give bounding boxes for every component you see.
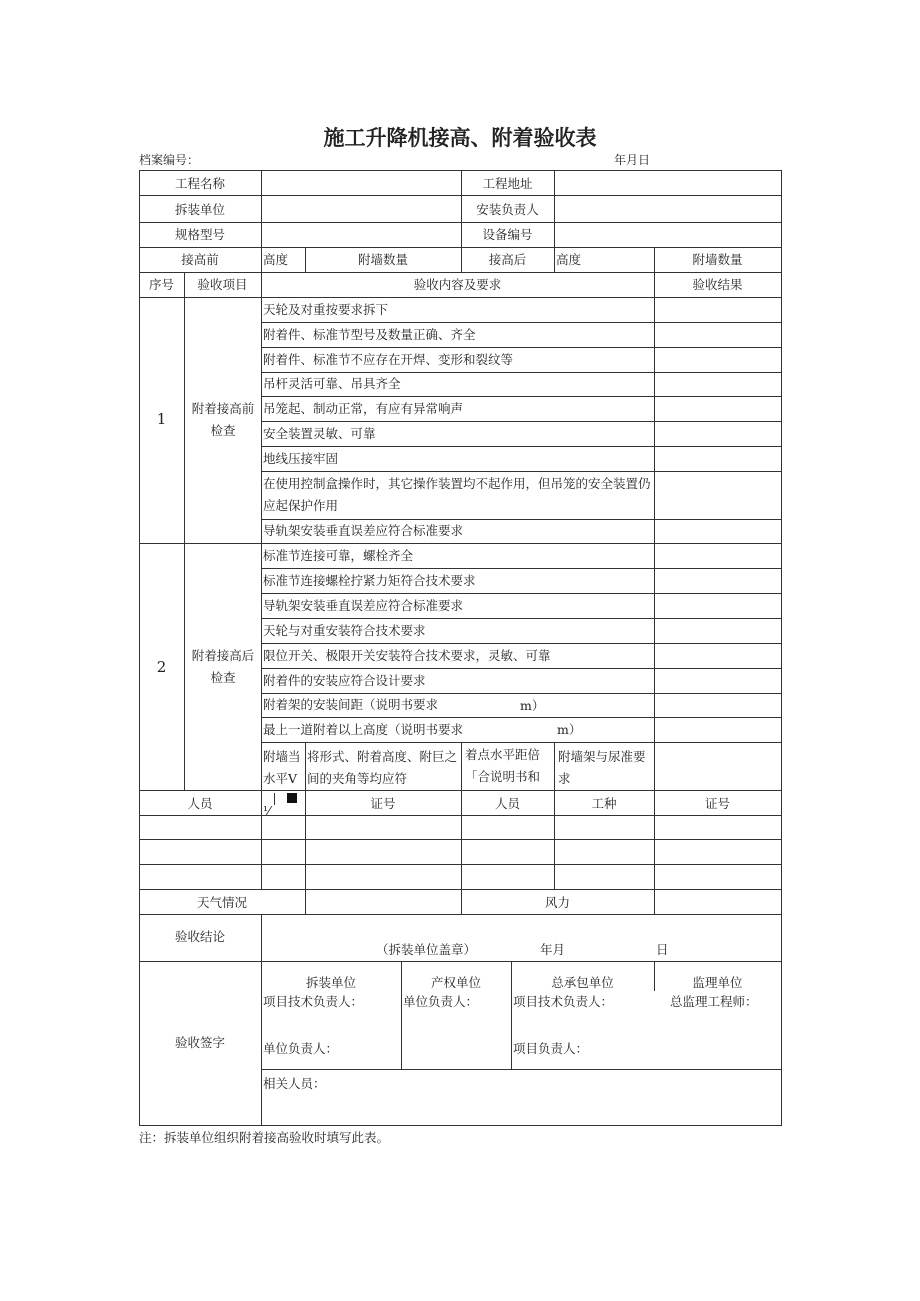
inspection-item: 附着件、标准节不应存在开焊、变形和裂纹等 [263,352,514,367]
table-rule [781,170,782,1126]
table-rule [261,568,782,569]
table-rule [261,471,782,472]
label-signature: 验收签字 [174,1035,225,1050]
sig-unit-leader-1: 单位负责人： [403,994,479,1009]
sig-related-personnel: 相关人员： [263,1076,326,1091]
inspection-item: 天轮及对重按要求拆下 [263,302,389,317]
table-rule [261,421,782,422]
label-conclusion: 验收结论 [174,929,225,944]
unit-suffix: m） [520,698,545,713]
sig-col-general-contractor: 总承包单位 [551,975,614,990]
table-rule [461,742,462,791]
page-title: 施工升降机接高、附着验收表 [323,126,597,150]
label-project-name: 工程名称 [174,176,225,191]
header-item: 验收项目 [197,277,248,292]
inspection-item: 附着架的安装间距（说明书要求 [263,697,439,712]
unit-suffix: m） [557,722,582,737]
table-rule [139,170,140,1126]
split-cell-b: 将形式、附着高度、附巨之间的夹角等均应符 [307,749,458,786]
table-rule [261,914,262,1126]
label-equipment-no: 设备编号 [482,227,533,242]
sig-project-leader: 项目负责人： [513,1041,589,1056]
footnote: 注：拆装单位组织附着接高验收时填写此表。 [139,1130,390,1145]
table-rule [261,668,782,669]
sig-tech-leader-1: 项目技术负责人： [263,994,364,1009]
inspection-item: 安全装置灵敏、可靠 [263,426,376,441]
header-cert-no-2: 证号 [704,796,730,811]
header-personnel: 人员 [187,796,213,811]
inspection-item: 附着件的安装应符合设计要求 [263,673,426,688]
header-result: 验收结果 [692,277,743,292]
header-job: 工种 [591,796,617,811]
label-install-unit: 拆装单位 [174,202,225,217]
inspection-item: 吊杆灵活可靠、吊具齐全 [263,376,401,391]
sig-tech-leader-2: 项目技术负责人： [513,994,614,1009]
split-cell-a: 附墙当水平V [263,749,301,786]
inspection-item: 天轮与对重安装符合技术要求 [263,623,426,638]
table-rule [261,446,782,447]
table-rule [261,1069,782,1070]
header-seq: 序号 [148,277,174,292]
sig-col-supervision: 监理单位 [692,975,743,990]
header-personnel-2: 人员 [494,796,520,811]
inspection-item: 标准节连接螺栓拧紧力矩符合技术要求 [263,573,476,588]
inspection-item: 限位开关、极限开关安装符合技术要求，灵敏、可靠 [263,648,551,663]
table-rule [654,889,655,915]
inspection-item: 附着件、标准节型号及数量正确、齐全 [263,327,476,342]
section-2-name: 附着接高后检查 [191,648,255,685]
archive-number-label: 档案编号： [139,153,200,167]
table-rule [139,961,782,962]
sig-col-property-unit: 产权单位 [430,975,481,990]
header-cert-no: 证号 [370,796,396,811]
table-rule [261,593,782,594]
label-height-before: 高度 [263,252,289,267]
label-before: 接高前 [181,252,219,267]
label-weather: 天气情况 [196,895,247,910]
label-after: 接高后 [488,252,527,267]
table-rule [305,889,306,915]
table-rule [554,742,555,791]
table-rule [261,618,782,619]
table-rule [261,717,782,718]
stamp-text: （拆装单位盖章） [376,942,477,957]
table-rule [184,297,185,791]
sig-chief-supervisor: 总监理工程师： [670,994,758,1009]
table-rule [139,1125,782,1126]
label-wind: 风力 [544,895,570,910]
date-label: 年月日 [614,153,651,167]
table-rule [261,742,782,743]
split-cell-c: 着点水平距倍「合说明书和 [465,747,541,784]
label-height-after: 高度 [556,252,582,267]
table-rule [139,297,782,298]
label-wall-count-after: 附墙数量 [692,252,743,267]
black-square-icon [287,793,297,803]
inspection-item: 吊笼起、制动正常，有应有异常响声 [263,401,464,416]
inspection-item: 地线压接牢固 [263,451,339,466]
inspection-item: 导轨架安装垂直误差应符合标准要求 [263,523,464,538]
table-rule [305,742,306,791]
table-rule [261,347,782,348]
inspection-item: 导轨架安装垂直误差应符合标准要求 [263,598,464,613]
inspection-item: 标准节连接可靠，螺栓齐全 [263,548,414,563]
section-2-number: 2 [156,658,167,676]
table-rule [261,790,262,890]
glyph-bar [274,793,275,805]
conclusion-year-month: 年月 [540,942,566,957]
conclusion-day: 日 [656,942,669,957]
split-cell-d: 附墙架与尿准要求 [558,749,646,786]
header-content: 验收内容及要求 [413,277,502,292]
inspection-item: 最上一道附着以上高度（说明书要求 [263,722,464,737]
table-rule [261,643,782,644]
sig-unit-leader-2: 单位负责人： [263,1041,339,1056]
label-project-address: 工程地址 [482,176,533,191]
label-model: 规格型号 [174,227,225,242]
section-1-name: 附着接高前检查 [191,401,255,438]
table-rule [554,247,555,273]
table-rule [261,396,782,397]
table-rule [261,322,782,323]
glyph-fraction: ⅟ [263,803,271,818]
inspection-item: 在使用控制盒操作时，其它操作装置均不起作用，但吊笼的安全装置仍应起保护作用 [263,476,651,513]
sig-col-install-unit: 拆装单位 [305,975,356,990]
label-install-leader: 安装负责人 [476,202,539,217]
label-wall-count-before: 附墙数量 [357,252,408,267]
section-1-number: 1 [156,410,167,428]
table-rule [139,543,782,544]
